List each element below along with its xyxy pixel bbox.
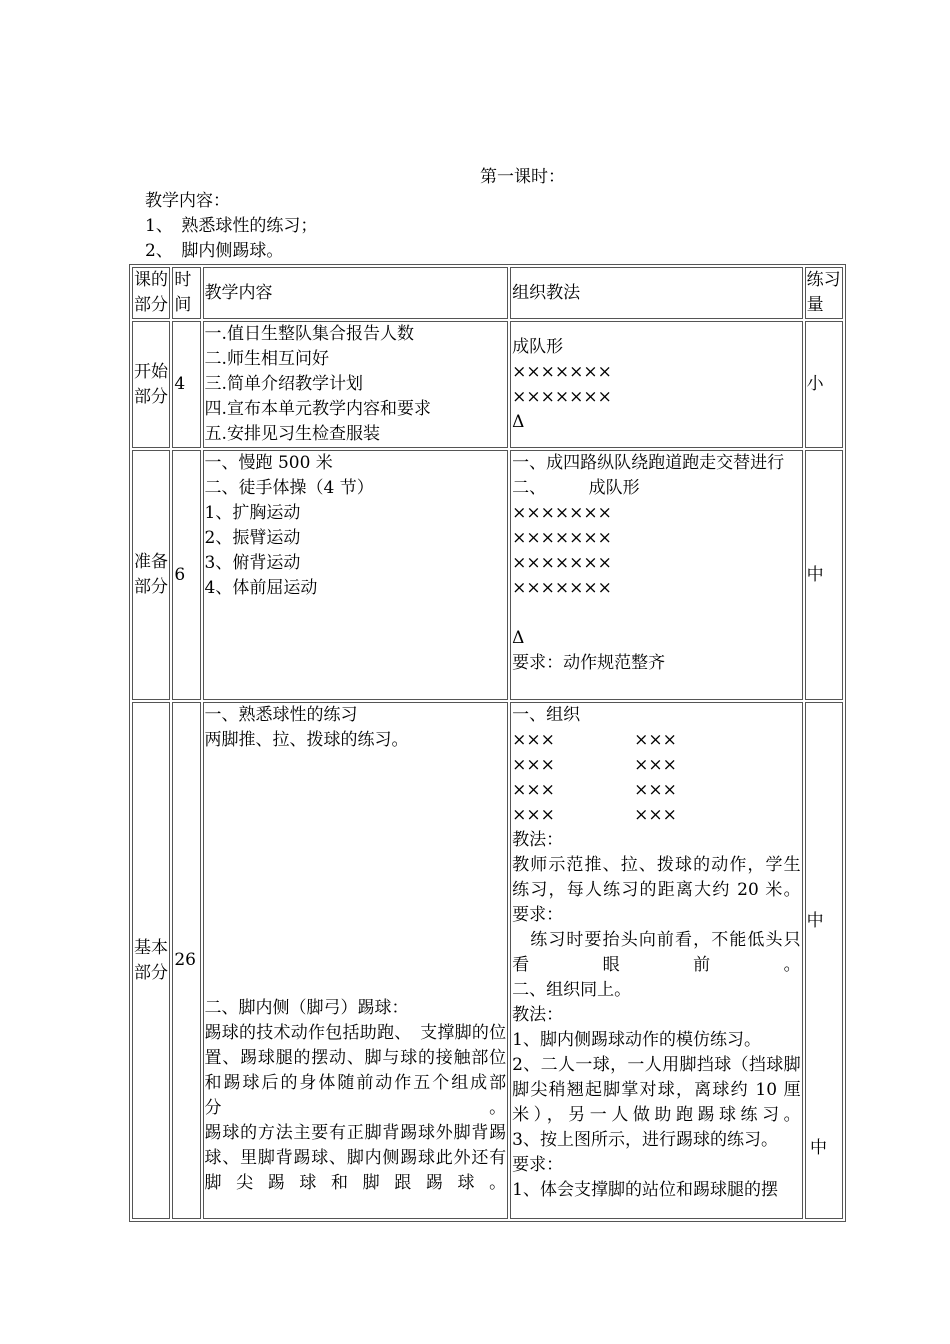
row3-load-second: 中: [810, 1138, 827, 1158]
header-content: 教学内容: [203, 267, 509, 319]
row3-load: 中: [805, 702, 843, 1219]
lesson-plan-table: [129, 264, 846, 1222]
table-row: [132, 702, 843, 1219]
row2-method: 一、成四路纵队绕跑道跑走交替进行 二、 成队形 ××××××× ××××××× ××××××× ××××××× Δ 要求：动作规范整齐: [510, 450, 802, 700]
intro-item-1: 1、 熟悉球性的练习；: [145, 216, 318, 236]
row2-section: 准备 部分: [132, 450, 170, 700]
table-row: [132, 450, 843, 700]
row3-time: 26: [172, 702, 200, 1219]
row1-load: 小: [805, 321, 843, 448]
row2-time: 6: [172, 450, 200, 700]
row3-section: 基本 部分: [132, 702, 170, 1219]
row2-content: 一、慢跑 500 米 二、徒手体操（4 节） 1、扩胸运动 2、振臂运动 3、俯背运动 4、体前屈运动: [203, 450, 509, 700]
row3-content: 一、熟悉球性的练习 两脚推、拉、拨球的练习。 二、脚内侧（脚弓）踢球： 踢球的技术动作包括助跑、 支撑脚的位置、踢球腿的摆动、脚与球的接触部位和踢球后的身体随前动作五个组成部分。 踢球的方法主要有正脚背踢球外脚背踢球、里脚背踢球、脚内侧踢球此外还有脚尖踢球和脚跟踢球。: [203, 702, 509, 1219]
row1-content: 一.值日生整队集合报告人数 二.师生相互问好 三.简单介绍教学计划 四.宣布本单元教学内容和要求 五.安排见习生检查服装: [203, 321, 509, 448]
table-header-row: [132, 267, 843, 319]
header-method: 组织教法: [510, 267, 802, 319]
row3-method: 一、组织 ××× ××× ××× ××× ××× ××× ××× ××× 教法： 教师示范推、拉、拨球的动作，学生练习，每人练习的距离大约 20 米。 要求： 练习时要抬头向前看，不能低头只看眼前。 二、组织同上。 教法： 1、脚内侧踢球动作的模仿练习。 2、二人一球，一人用脚挡球（挡球脚脚尖稍翘起脚掌对球，离球约 10 厘米），另一人做助跑踢球练习。 3、按上图所示，进行踢球的练习。 要求： 1、体会支撑脚的站位和踢球腿的摆: [510, 702, 802, 1219]
row2-load: 中: [805, 450, 843, 700]
row1-section: 开始 部分: [132, 321, 170, 448]
intro-item-2: 2、 脚内侧踢球。: [145, 241, 284, 261]
header-load: 练习 量: [805, 267, 843, 319]
header-section: 课的 部分: [132, 267, 170, 319]
intro-label: 教学内容：: [145, 191, 230, 211]
table-row: [132, 321, 843, 448]
row1-method: 成队形 ××××××× ××××××× Δ: [510, 321, 802, 448]
lesson-title: 第一课时：: [480, 167, 565, 187]
row1-time: 4: [172, 321, 200, 448]
header-time: 时 间: [172, 267, 200, 319]
